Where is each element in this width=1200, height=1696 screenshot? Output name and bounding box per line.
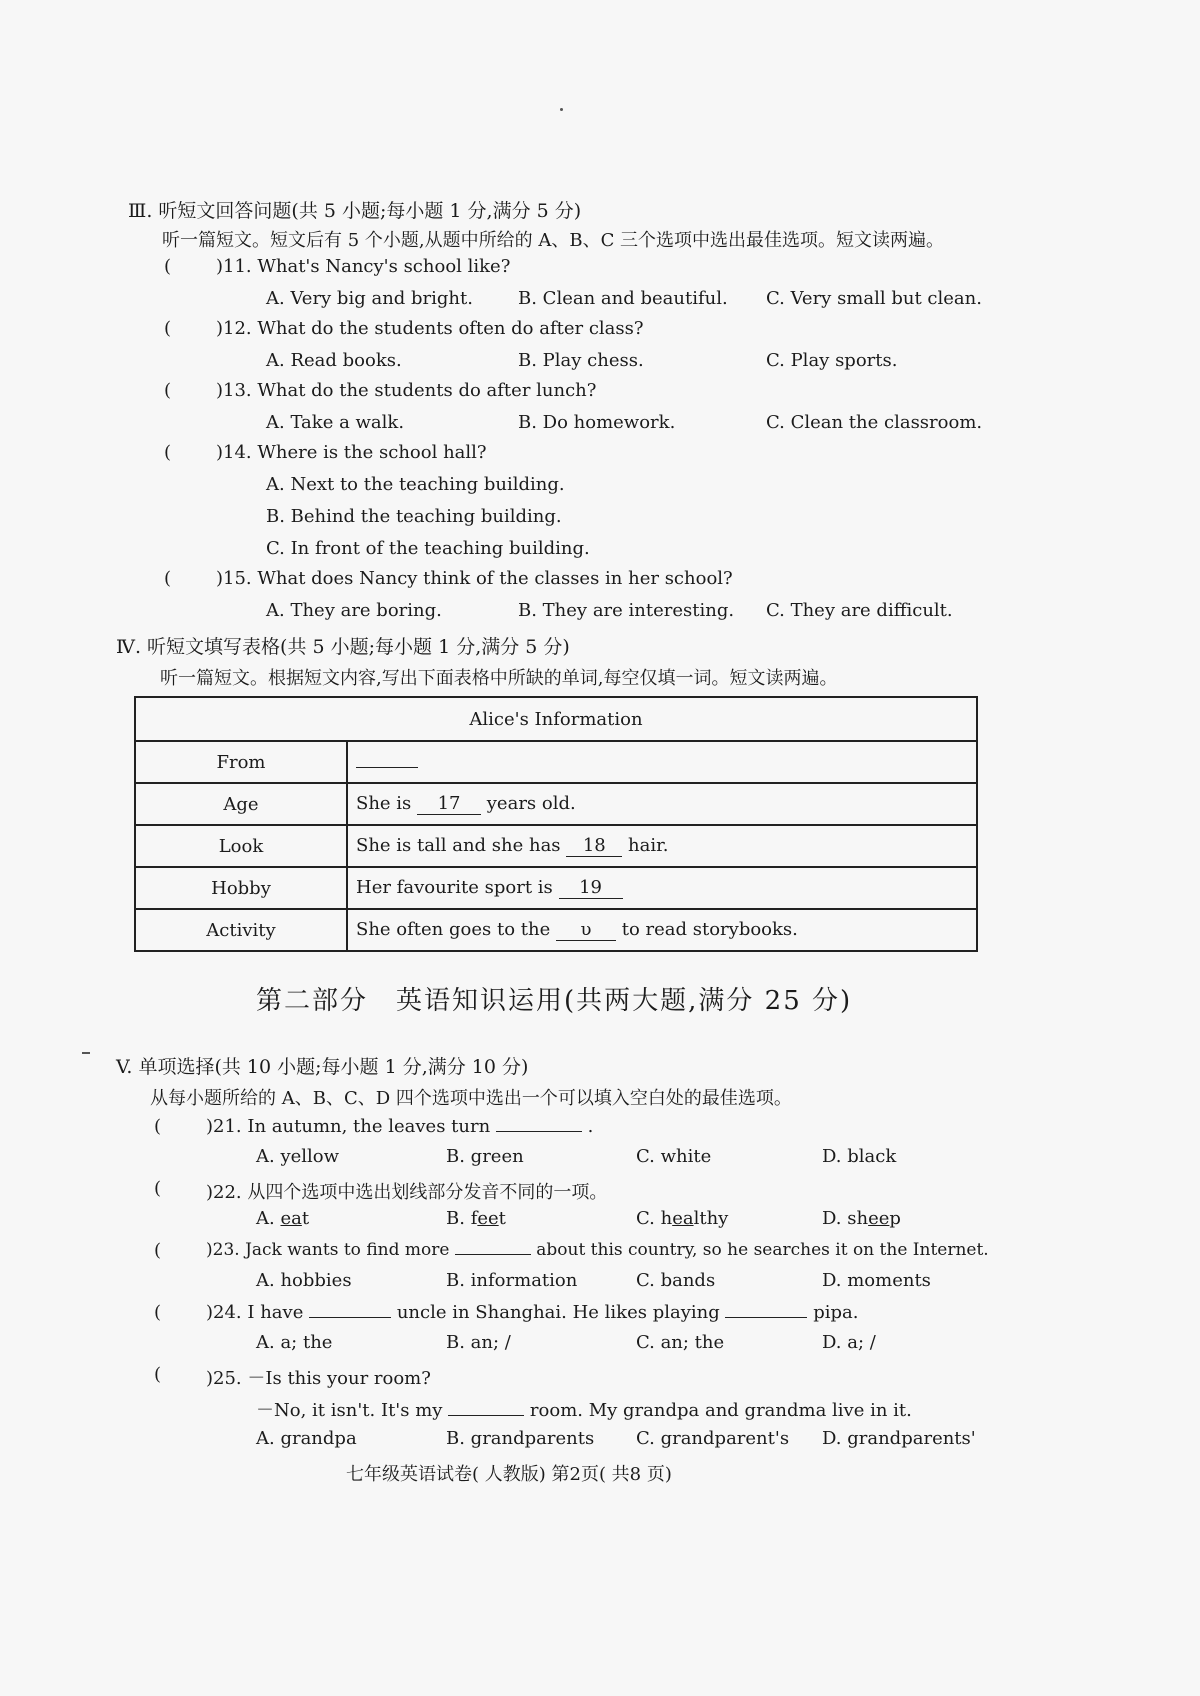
info-table: [134, 696, 978, 952]
answer-paren: (: [154, 1364, 162, 1385]
q24-option-b: B. an; /: [446, 1332, 511, 1353]
blank-19[interactable]: 19: [559, 877, 623, 899]
q12-option-c: C. Play sports.: [766, 350, 898, 371]
answer-paren: (: [164, 256, 172, 277]
answer-paren: (: [164, 380, 172, 401]
scan-mark: [82, 1052, 90, 1054]
blank-17[interactable]: 17: [417, 793, 481, 815]
blank-23[interactable]: [455, 1254, 531, 1255]
table-title: Alice's Information: [135, 697, 977, 741]
q24-option-a: A. a; the: [256, 1332, 333, 1353]
q11-option-c: C. Very small but clean.: [766, 288, 982, 309]
row-value-look: She is tall and she has 18 hair.: [347, 825, 977, 867]
row-value-hobby: Her favourite sport is 19: [347, 867, 977, 909]
scan-dot: [560, 108, 563, 111]
table-row: [135, 741, 977, 783]
q23-option-d: D. moments: [822, 1270, 931, 1291]
q12-option-a: A. Read books.: [266, 350, 402, 371]
answer-paren: (: [154, 1302, 162, 1323]
q23-option-c: C. bands: [636, 1270, 716, 1291]
q11-option-b: B. Clean and beautiful.: [518, 288, 728, 309]
q21-option-d: D. black: [822, 1146, 897, 1167]
row-value-age: She is 17 years old.: [347, 783, 977, 825]
row-label-age: Age: [135, 783, 347, 825]
section-5-title: V. 单项选择(共 10 小题;每小题 1 分,满分 10 分): [116, 1056, 529, 1078]
q25-option-c: C. grandparent's: [636, 1428, 790, 1449]
q25-option-a: A. grandpa: [256, 1428, 357, 1449]
blank-24a[interactable]: [309, 1317, 391, 1318]
section-3-instructions: 听一篇短文。短文后有 5 个小题,从题中所给的 A、B、C 三个选项中选出最佳选项。短文读两遍。: [162, 230, 945, 251]
row-value-activity: She often goes to the υ to read storybooks.: [347, 909, 977, 951]
q21-option-a: A. yellow: [256, 1146, 340, 1167]
q14-option-c: C. In front of the teaching building.: [266, 538, 590, 559]
blank-18[interactable]: 18: [566, 835, 622, 857]
q22-option-d: D. sheep: [822, 1208, 901, 1229]
blank-21[interactable]: [496, 1131, 582, 1132]
question-25-line-2: －No, it isn't. It's my room. My grandpa and grandma live in it.: [256, 1400, 912, 1421]
question-14: )14. Where is the school hall?: [216, 442, 487, 463]
blank-25[interactable]: [448, 1415, 524, 1416]
page-footer: 七年级英语试卷( 人教版) 第2页( 共8 页): [346, 1464, 672, 1485]
q24-option-c: C. an; the: [636, 1332, 725, 1353]
answer-paren: (: [154, 1116, 162, 1137]
question-15: )15. What does Nancy think of the classes in her school?: [216, 568, 733, 589]
q25-option-d: D. grandparents': [822, 1428, 976, 1449]
answer-paren: (: [154, 1240, 162, 1261]
q11-option-a: A. Very big and bright.: [266, 288, 473, 309]
q24-option-d: D. a; /: [822, 1332, 876, 1353]
blank-24b[interactable]: [725, 1317, 807, 1318]
section-3-title: Ⅲ. 听短文回答问题(共 5 小题;每小题 1 分,满分 5 分): [128, 200, 582, 222]
table-row: [135, 909, 977, 951]
answer-paren: (: [164, 568, 172, 589]
section-4-title: Ⅳ. 听短文填写表格(共 5 小题;每小题 1 分,满分 5 分): [116, 636, 570, 658]
table-row: [135, 825, 977, 867]
q14-option-b: B. Behind the teaching building.: [266, 506, 562, 527]
question-23: )23. Jack wants to find more about this country, so he searches it on the Internet.: [206, 1240, 989, 1260]
question-13: )13. What do the students do after lunch?: [216, 380, 597, 401]
blank-20[interactable]: υ: [556, 919, 616, 941]
table-row: [135, 783, 977, 825]
question-22: )22. 从四个选项中选出划线部分发音不同的一项。: [206, 1182, 608, 1203]
q21-option-b: B. green: [446, 1146, 524, 1167]
blank-16[interactable]: [356, 767, 418, 768]
answer-paren: (: [154, 1178, 162, 1199]
answer-paren: (: [164, 318, 172, 339]
answer-paren: (: [164, 442, 172, 463]
q22-option-c: C. healthy: [636, 1208, 729, 1229]
q22-option-b: B. feet: [446, 1208, 506, 1229]
q25-option-b: B. grandparents: [446, 1428, 595, 1449]
question-21: )21. In autumn, the leaves turn .: [206, 1116, 594, 1137]
section-5-instructions: 从每小题所给的 A、B、C、D 四个选项中选出一个可以填入空白处的最佳选项。: [150, 1088, 792, 1109]
q23-option-a: A. hobbies: [256, 1270, 352, 1291]
q15-option-a: A. They are boring.: [266, 600, 442, 621]
question-25: )25. －Is this your room?: [206, 1368, 431, 1389]
part-2-title: 第二部分 英语知识运用(共两大题,满分 25 分): [256, 986, 853, 1016]
question-24: )24. I have uncle in Shanghai. He likes playing pipa.: [206, 1302, 859, 1323]
q13-option-b: B. Do homework.: [518, 412, 676, 433]
row-value-from: [347, 741, 977, 783]
table-row: [135, 867, 977, 909]
q23-option-b: B. information: [446, 1270, 578, 1291]
q13-option-a: A. Take a walk.: [266, 412, 405, 433]
section-4-instructions: 听一篇短文。根据短文内容,写出下面表格中所缺的单词,每空仅填一词。短文读两遍。: [160, 668, 838, 689]
row-label-activity: Activity: [135, 909, 347, 951]
q15-option-b: B. They are interesting.: [518, 600, 735, 621]
row-label-hobby: Hobby: [135, 867, 347, 909]
q22-option-a: A. eat: [256, 1208, 310, 1229]
row-label-look: Look: [135, 825, 347, 867]
q13-option-c: C. Clean the classroom.: [766, 412, 983, 433]
row-label-from: From: [135, 741, 347, 783]
q15-option-c: C. They are difficult.: [766, 600, 953, 621]
question-11: )11. What's Nancy's school like?: [216, 256, 511, 277]
question-12: )12. What do the students often do after class?: [216, 318, 644, 339]
q14-option-a: A. Next to the teaching building.: [266, 474, 565, 495]
q12-option-b: B. Play chess.: [518, 350, 644, 371]
q21-option-c: C. white: [636, 1146, 712, 1167]
